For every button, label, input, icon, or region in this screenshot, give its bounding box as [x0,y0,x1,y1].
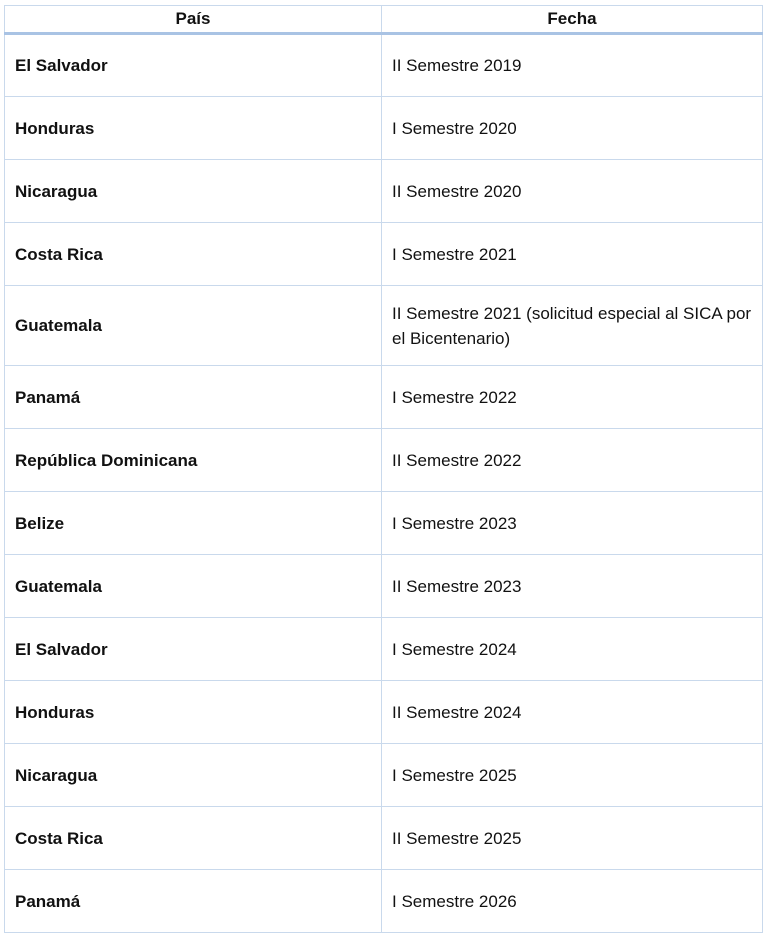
table-container [4,5,762,933]
table-row [5,555,763,618]
country-cell: Panamá [5,870,382,933]
date-cell: II Semestre 2019 [382,34,763,97]
table-row [5,618,763,681]
date-cell: II Semestre 2024 [382,681,763,744]
date-cell: I Semestre 2021 [382,223,763,286]
table-row [5,34,763,97]
table-row [5,429,763,492]
country-cell: El Salvador [5,34,382,97]
table-row [5,160,763,223]
table-row [5,681,763,744]
country-cell: Costa Rica [5,807,382,870]
country-cell: República Dominicana [5,429,382,492]
date-cell: II Semestre 2022 [382,429,763,492]
header-fecha: Fecha [382,6,763,34]
date-cell: II Semestre 2025 [382,807,763,870]
table-row [5,870,763,933]
country-cell: Costa Rica [5,223,382,286]
date-cell: II Semestre 2020 [382,160,763,223]
country-cell: Honduras [5,97,382,160]
header-pais: País [5,6,382,34]
country-cell: El Salvador [5,618,382,681]
table-row [5,223,763,286]
table-row [5,807,763,870]
country-cell: Belize [5,492,382,555]
date-cell: I Semestre 2023 [382,492,763,555]
country-cell: Honduras [5,681,382,744]
table-row [5,97,763,160]
table-row [5,744,763,807]
country-cell: Nicaragua [5,160,382,223]
date-cell: I Semestre 2024 [382,618,763,681]
date-cell: I Semestre 2025 [382,744,763,807]
country-cell: Guatemala [5,286,382,366]
date-cell: II Semestre 2021 (solicitud especial al SICA por el Bicentenario) [382,286,763,366]
date-cell: I Semestre 2020 [382,97,763,160]
date-cell: II Semestre 2023 [382,555,763,618]
schedule-table [4,5,763,933]
table-row [5,366,763,429]
country-cell: Guatemala [5,555,382,618]
country-cell: Nicaragua [5,744,382,807]
date-cell: I Semestre 2026 [382,870,763,933]
table-row [5,286,763,366]
date-cell: I Semestre 2022 [382,366,763,429]
header-row [5,6,763,34]
table-row [5,492,763,555]
country-cell: Panamá [5,366,382,429]
